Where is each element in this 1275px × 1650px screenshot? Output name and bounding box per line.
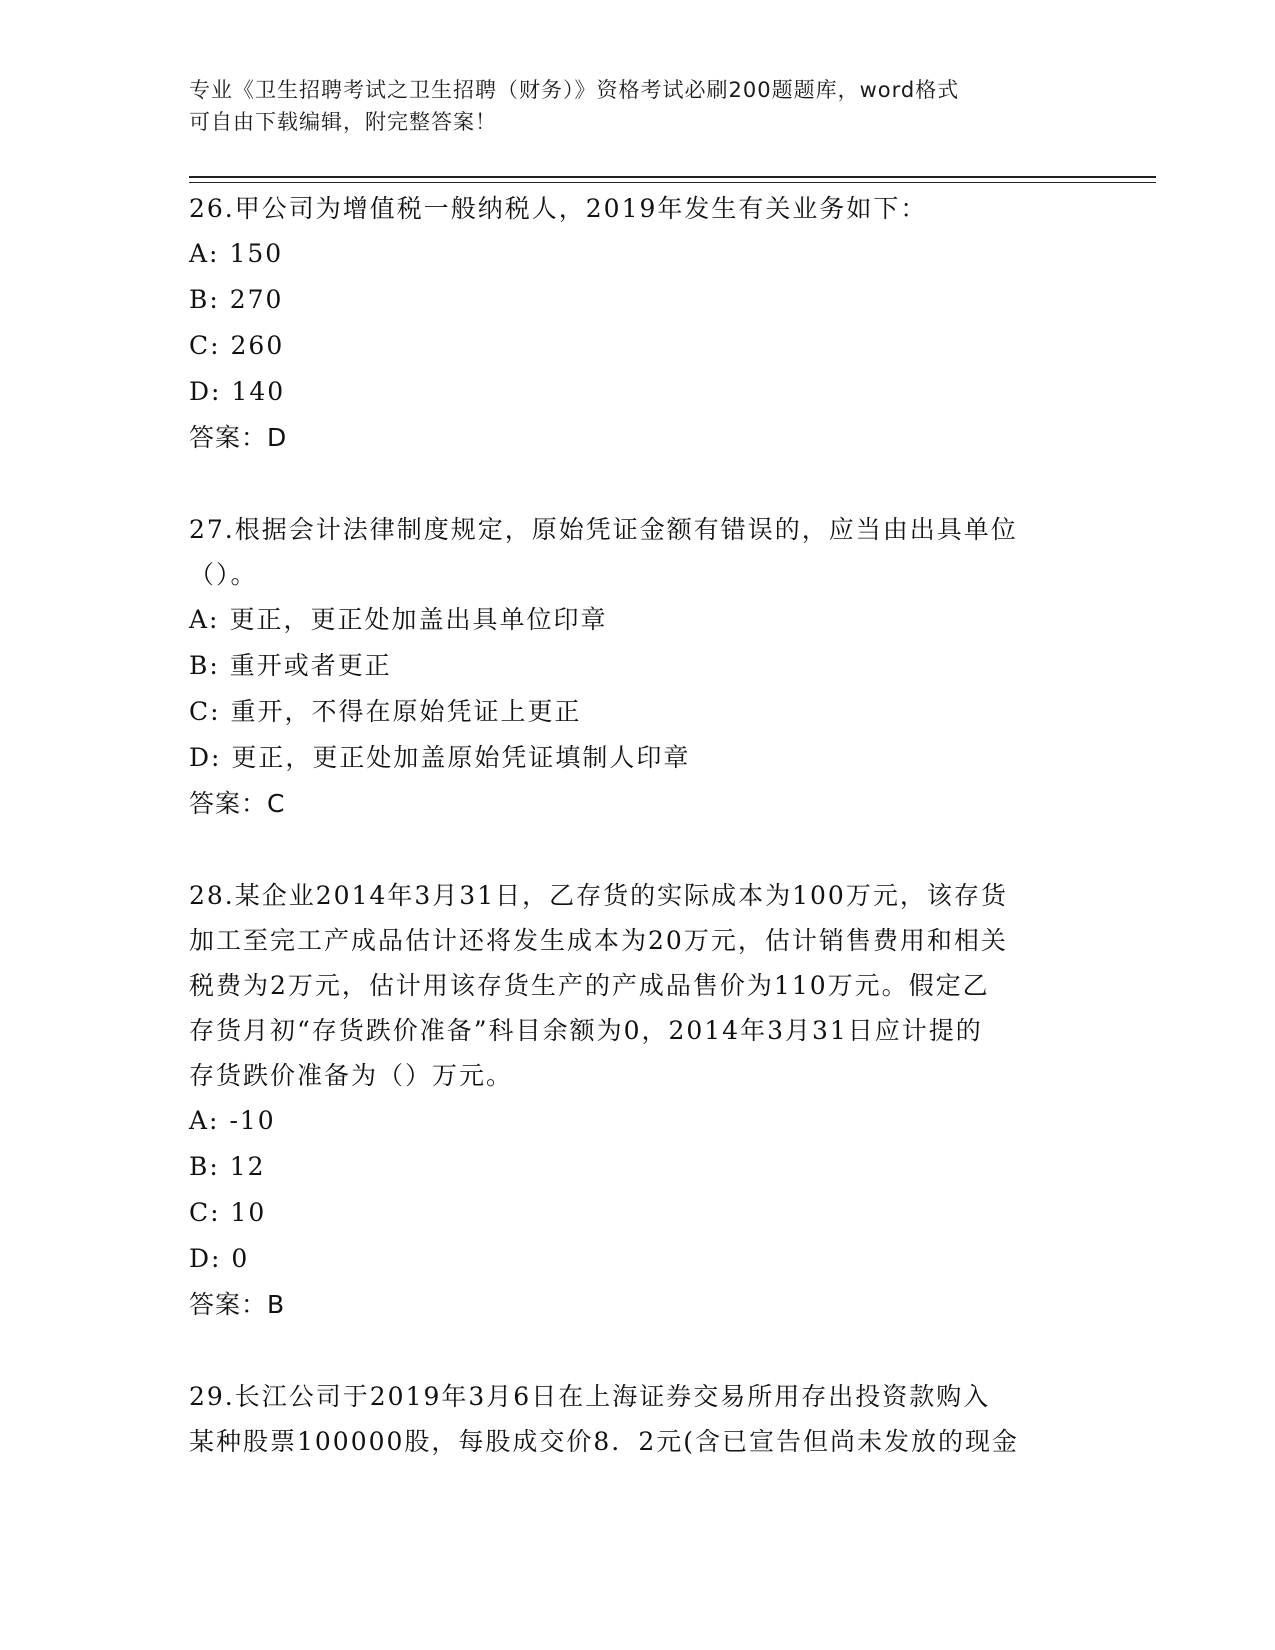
option-d bbox=[189, 369, 1089, 415]
question-stem-line: 26.甲公司为增值税一般纳税人，2019年发生有关业务如下： bbox=[189, 194, 928, 223]
option-a bbox=[189, 597, 1089, 643]
spacer bbox=[189, 1328, 1089, 1374]
option-key: A: bbox=[189, 605, 220, 634]
answer: 答案：D bbox=[189, 423, 288, 452]
question-stem-line: 29.长江公司于2019年3月6日在上海证券交易所用存出投资款购入 bbox=[189, 1382, 991, 1411]
question-stem-line: 某种股票100000股，每股成交价8．2元(含已宣告但尚未发放的现金 bbox=[189, 1427, 1020, 1456]
option-text: 重开或者更正 bbox=[229, 651, 392, 680]
option-text: 12 bbox=[229, 1152, 266, 1181]
option-text: 140 bbox=[231, 377, 286, 406]
option-text: -10 bbox=[229, 1106, 276, 1135]
spacer bbox=[189, 827, 1089, 873]
option-key: B: bbox=[189, 285, 220, 314]
answer: 答案：B bbox=[189, 1290, 286, 1319]
question-28 bbox=[189, 873, 1089, 1328]
option-text: 270 bbox=[229, 285, 284, 314]
document-header bbox=[189, 74, 1069, 138]
question-stem-line: 加工至完工产成品估计还将发生成本为20万元，估计销售费用和相关 bbox=[189, 926, 1008, 955]
option-key: D: bbox=[189, 1244, 222, 1273]
option-d bbox=[189, 735, 1089, 781]
option-key: D: bbox=[189, 377, 222, 406]
option-a bbox=[189, 1098, 1089, 1144]
option-key: C: bbox=[189, 1198, 221, 1227]
option-c bbox=[189, 1190, 1089, 1236]
option-text: 260 bbox=[230, 331, 285, 360]
option-text: 重开，不得在原始凭证上更正 bbox=[230, 697, 582, 726]
option-text: 更正，更正处加盖出具单位印章 bbox=[229, 605, 608, 634]
option-d bbox=[189, 1236, 1089, 1282]
option-c bbox=[189, 323, 1089, 369]
option-text: 10 bbox=[230, 1198, 267, 1227]
header-rule-thick bbox=[189, 176, 1156, 178]
header-line-2: 可自由下载编辑，附完整答案！ bbox=[189, 110, 497, 134]
option-b bbox=[189, 277, 1089, 323]
option-key: A: bbox=[189, 239, 220, 268]
header-rule-thin bbox=[189, 182, 1156, 183]
header-line-1: 专业《卫生招聘考试之卫生招聘（财务）》资格考试必刷200题题库，word格式 bbox=[189, 78, 960, 102]
option-text: 0 bbox=[231, 1244, 250, 1273]
option-key: D: bbox=[189, 743, 222, 772]
option-c bbox=[189, 689, 1089, 735]
option-text: 更正，更正处加盖原始凭证填制人印章 bbox=[231, 743, 691, 772]
question-29 bbox=[189, 1374, 1089, 1464]
option-key: B: bbox=[189, 1152, 220, 1181]
question-stem-line: 税费为2万元，估计用该存货生产的产成品售价为110万元。假定乙 bbox=[189, 971, 990, 1000]
question-27 bbox=[189, 507, 1089, 827]
answer: 答案：C bbox=[189, 789, 286, 818]
option-key: B: bbox=[189, 651, 220, 680]
question-stem-line: 27.根据会计法律制度规定，原始凭证金额有错误的，应当由出具单位 bbox=[189, 515, 1018, 544]
question-list bbox=[189, 186, 1089, 1464]
option-text: 150 bbox=[229, 239, 284, 268]
option-key: A: bbox=[189, 1106, 220, 1135]
question-stem-line: 28.某企业2014年3月31日，乙存货的实际成本为100万元，该存货 bbox=[189, 881, 1008, 910]
question-26 bbox=[189, 186, 1089, 461]
option-b bbox=[189, 643, 1089, 689]
question-stem-line: （）。 bbox=[189, 560, 258, 589]
option-b bbox=[189, 1144, 1089, 1190]
option-key: C: bbox=[189, 331, 221, 360]
question-stem-line: 存货月初“存货跌价准备”科目余额为0，2014年3月31日应计提的 bbox=[189, 1016, 983, 1045]
question-stem-line: 存货跌价准备为（）万元。 bbox=[189, 1061, 514, 1090]
option-key: C: bbox=[189, 697, 221, 726]
option-a bbox=[189, 231, 1089, 277]
spacer bbox=[189, 461, 1089, 507]
